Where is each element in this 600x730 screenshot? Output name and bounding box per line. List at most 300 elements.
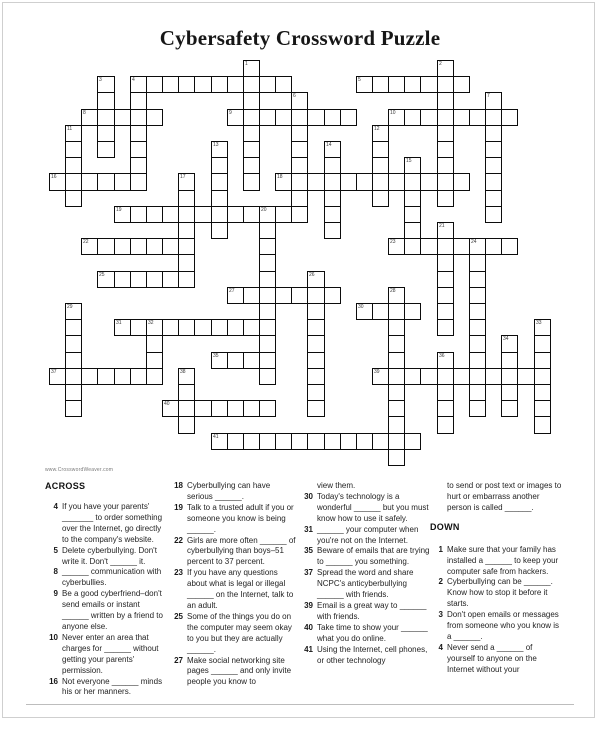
grid-cell[interactable]	[130, 76, 147, 93]
grid-cell[interactable]	[227, 319, 244, 336]
grid-cell[interactable]	[97, 92, 115, 110]
grid-cell[interactable]	[534, 416, 551, 434]
grid-cell[interactable]	[324, 222, 341, 239]
grid-cell[interactable]	[372, 433, 389, 450]
grid-cell[interactable]	[275, 287, 292, 304]
grid-cell[interactable]	[307, 303, 325, 320]
grid-cell[interactable]	[146, 109, 163, 126]
clue-column-1	[45, 481, 165, 698]
grid-cell[interactable]	[259, 222, 276, 239]
grid-cell[interactable]	[485, 368, 502, 385]
grid-cell[interactable]	[437, 238, 454, 255]
grid-cell[interactable]	[65, 141, 82, 158]
grid-cell[interactable]	[162, 76, 179, 93]
grid-cell[interactable]	[130, 368, 147, 385]
grid-cell[interactable]	[259, 368, 276, 385]
grid-cell[interactable]	[146, 271, 163, 288]
clue-item	[170, 481, 298, 503]
grid-cell[interactable]	[243, 173, 260, 191]
grid-cell[interactable]	[437, 400, 454, 417]
grid-cell[interactable]	[243, 206, 260, 223]
grid-cell[interactable]	[404, 433, 421, 450]
grid-cell[interactable]	[356, 173, 373, 191]
grid-cell[interactable]	[388, 319, 405, 336]
grid-cell[interactable]	[420, 173, 438, 191]
grid-cell[interactable]	[227, 206, 244, 223]
grid-cell[interactable]	[227, 433, 244, 450]
grid-cell[interactable]	[259, 271, 276, 288]
grid-cell[interactable]	[485, 173, 502, 191]
grid-cell[interactable]	[291, 125, 308, 142]
grid-cell[interactable]	[275, 109, 292, 126]
grid-cell[interactable]	[324, 206, 341, 223]
grid-cell[interactable]	[324, 433, 341, 450]
grid-cell[interactable]	[243, 92, 260, 110]
grid-cell[interactable]	[227, 352, 244, 369]
grid-cell[interactable]	[437, 157, 454, 174]
grid-cell[interactable]	[307, 400, 325, 417]
grid-cell[interactable]	[534, 384, 551, 401]
grid-cell[interactable]	[453, 76, 470, 93]
grid-cell[interactable]	[259, 238, 276, 255]
grid-cell[interactable]	[485, 206, 502, 223]
grid-cell[interactable]	[420, 76, 438, 93]
grid-cell[interactable]	[388, 76, 405, 93]
grid-cell[interactable]	[404, 157, 421, 174]
grid-cell[interactable]	[114, 319, 131, 336]
grid-cell[interactable]	[372, 190, 389, 207]
grid-cell[interactable]	[162, 319, 179, 336]
grid-cell[interactable]	[97, 76, 115, 93]
grid-cell[interactable]	[65, 400, 82, 417]
clue-item	[45, 589, 165, 633]
grid-cell[interactable]	[97, 238, 115, 255]
grid-cell[interactable]	[114, 238, 131, 255]
grid-cell[interactable]	[194, 400, 212, 417]
grid-cell[interactable]	[291, 287, 308, 304]
grid-cell[interactable]	[291, 157, 308, 174]
grid-cell[interactable]	[130, 238, 147, 255]
grid-cell[interactable]	[307, 433, 325, 450]
grid-cell[interactable]	[97, 368, 115, 385]
grid-cell[interactable]	[469, 319, 486, 336]
grid-cell[interactable]	[307, 271, 325, 288]
clue-number: 35	[304, 546, 313, 556]
grid-cell[interactable]	[307, 384, 325, 401]
grid-cell[interactable]	[469, 335, 486, 353]
grid-cell[interactable]	[65, 125, 82, 142]
grid-cell[interactable]	[437, 109, 454, 126]
grid-cell[interactable]	[178, 173, 195, 191]
grid-cell[interactable]	[453, 173, 470, 191]
grid-cell[interactable]	[372, 76, 389, 93]
grid-cell[interactable]	[485, 125, 502, 142]
grid-cell[interactable]	[372, 303, 389, 320]
grid-cell[interactable]	[259, 319, 276, 336]
grid-cell[interactable]	[243, 319, 260, 336]
clue-text: Make sure that your family has installed a ______ to keep your computer safe from hackers.	[447, 544, 559, 576]
grid-cell[interactable]	[469, 271, 486, 288]
grid-cell[interactable]	[453, 368, 470, 385]
grid-cell[interactable]	[485, 141, 502, 158]
grid-cell[interactable]	[130, 319, 147, 336]
grid-cell[interactable]	[501, 335, 518, 353]
grid-cell[interactable]	[130, 125, 147, 142]
grid-cell[interactable]	[178, 384, 195, 401]
grid-cell[interactable]	[469, 287, 486, 304]
grid-cell[interactable]	[388, 303, 405, 320]
grid-cell[interactable]	[211, 76, 228, 93]
grid-cell[interactable]	[291, 92, 308, 110]
grid-cell[interactable]	[372, 368, 389, 385]
grid-cell[interactable]	[437, 60, 454, 77]
grid-cell[interactable]	[437, 319, 454, 336]
grid-cell[interactable]	[130, 157, 147, 174]
grid-cell[interactable]	[534, 368, 551, 385]
grid-cell[interactable]	[485, 157, 502, 174]
grid-cell[interactable]	[162, 238, 179, 255]
grid-cell[interactable]	[65, 368, 82, 385]
grid-cell[interactable]	[372, 141, 389, 158]
grid-cell[interactable]	[227, 76, 244, 93]
grid-cell[interactable]	[259, 76, 276, 93]
grid-cell[interactable]	[49, 173, 66, 191]
grid-cell[interactable]	[114, 109, 131, 126]
grid-cell[interactable]	[275, 76, 292, 93]
grid-cell[interactable]	[146, 352, 163, 369]
grid-cell[interactable]	[259, 335, 276, 353]
clue-continuation-text: to send or post text or images to hurt or embarrass another person is called ______.	[447, 481, 562, 512]
grid-cell[interactable]	[420, 109, 438, 126]
grid-cell[interactable]	[259, 254, 276, 272]
grid-cell[interactable]	[243, 400, 260, 417]
grid-cell[interactable]	[146, 76, 163, 93]
grid-cell[interactable]	[404, 206, 421, 223]
grid-cell[interactable]	[501, 238, 518, 255]
grid-cell[interactable]	[437, 287, 454, 304]
grid-cell[interactable]	[372, 125, 389, 142]
grid-cell[interactable]	[469, 368, 486, 385]
clue-text: If you have any questions about what is legal or illegal ______ on the Internet, talk to an adult.	[187, 568, 294, 610]
grid-cell[interactable]	[178, 254, 195, 272]
grid-cell-number: 39	[374, 369, 380, 375]
grid-cell[interactable]	[469, 384, 486, 401]
grid-cell[interactable]	[388, 384, 405, 401]
grid-cell[interactable]	[388, 352, 405, 369]
grid-cell[interactable]	[97, 125, 115, 142]
grid-cell[interactable]	[340, 173, 357, 191]
grid-cell[interactable]	[307, 335, 325, 353]
grid-cell[interactable]	[243, 109, 260, 126]
grid-cell[interactable]	[388, 368, 405, 385]
grid-cell[interactable]	[146, 368, 163, 385]
grid-cell[interactable]	[211, 141, 228, 158]
grid-cell[interactable]	[227, 400, 244, 417]
grid-cell[interactable]	[227, 109, 244, 126]
grid-cell[interactable]	[388, 335, 405, 353]
grid-cell[interactable]	[49, 368, 66, 385]
grid-cell[interactable]	[388, 109, 405, 126]
grid-cell[interactable]	[372, 157, 389, 174]
grid-cell[interactable]	[130, 271, 147, 288]
grid-cell[interactable]	[178, 416, 195, 434]
grid-cell[interactable]	[162, 271, 179, 288]
grid-cell[interactable]	[65, 157, 82, 174]
grid-cell[interactable]	[130, 109, 147, 126]
grid-cell[interactable]	[534, 352, 551, 369]
grid-cell[interactable]	[291, 433, 308, 450]
grid-cell[interactable]	[114, 271, 131, 288]
grid-cell[interactable]	[178, 400, 195, 417]
grid-cell[interactable]	[130, 206, 147, 223]
grid-cell[interactable]	[437, 303, 454, 320]
grid-cell[interactable]	[437, 416, 454, 434]
grid-cell[interactable]	[372, 173, 389, 191]
grid-cell[interactable]	[211, 400, 228, 417]
grid-cell[interactable]	[81, 368, 98, 385]
grid-cell[interactable]	[65, 384, 82, 401]
grid-cell[interactable]	[146, 238, 163, 255]
grid-cell[interactable]	[243, 352, 260, 369]
grid-cell[interactable]	[453, 238, 470, 255]
grid-cell[interactable]	[275, 433, 292, 450]
grid-cell[interactable]	[194, 76, 212, 93]
grid-cell-number: 19	[116, 207, 122, 213]
grid-cell[interactable]	[81, 173, 98, 191]
grid-cell[interactable]	[211, 190, 228, 207]
grid-cell[interactable]	[485, 92, 502, 110]
grid-cell[interactable]	[404, 368, 421, 385]
grid-cell[interactable]	[259, 287, 276, 304]
grid-cell[interactable]	[178, 368, 195, 385]
grid-cell-number: 5	[358, 77, 361, 83]
grid-cell[interactable]	[437, 271, 454, 288]
grid-cell[interactable]	[194, 319, 212, 336]
grid-cell[interactable]	[404, 173, 421, 191]
grid-cell[interactable]	[437, 125, 454, 142]
grid-cell[interactable]	[356, 76, 373, 93]
grid-cell[interactable]	[81, 238, 98, 255]
grid-cell[interactable]	[469, 109, 486, 126]
grid-cell[interactable]	[324, 157, 341, 174]
grid-cell[interactable]	[243, 141, 260, 158]
grid-cell[interactable]	[259, 433, 276, 450]
grid-cell[interactable]	[178, 190, 195, 207]
grid-cell[interactable]	[517, 368, 535, 385]
grid-cell-number: 9	[229, 110, 232, 116]
clue-item	[300, 568, 430, 601]
grid-cell[interactable]	[404, 303, 421, 320]
grid-cell[interactable]	[178, 206, 195, 223]
grid-cell[interactable]	[324, 190, 341, 207]
grid-cell[interactable]	[162, 400, 179, 417]
grid-cell-number: 8	[83, 110, 86, 116]
grid-cell[interactable]	[243, 433, 260, 450]
grid-cell[interactable]	[388, 400, 405, 417]
grid-cell[interactable]	[534, 319, 551, 336]
grid-cell[interactable]	[340, 109, 357, 126]
grid-cell[interactable]	[291, 173, 308, 191]
grid-cell[interactable]	[211, 173, 228, 191]
grid-cell[interactable]	[211, 157, 228, 174]
grid-cell[interactable]	[485, 238, 502, 255]
grid-cell[interactable]	[437, 254, 454, 272]
grid-cell[interactable]	[114, 173, 131, 191]
grid-cell[interactable]	[243, 60, 260, 77]
grid-cell[interactable]	[130, 92, 147, 110]
grid-cell[interactable]	[404, 109, 421, 126]
grid-cell[interactable]	[388, 173, 405, 191]
grid-cell[interactable]	[501, 352, 518, 369]
grid-cell-number: 11	[67, 126, 73, 132]
grid-cell[interactable]	[146, 206, 163, 223]
grid-cell[interactable]	[243, 125, 260, 142]
grid-cell[interactable]	[130, 173, 147, 191]
grid-cell[interactable]	[437, 141, 454, 158]
grid-cell[interactable]	[146, 319, 163, 336]
grid-cell[interactable]	[114, 206, 131, 223]
grid-cell[interactable]	[178, 76, 195, 93]
grid-cell[interactable]	[501, 384, 518, 401]
grid-cell[interactable]	[437, 76, 454, 93]
grid-cell[interactable]	[437, 384, 454, 401]
grid-cell[interactable]	[243, 287, 260, 304]
grid-cell[interactable]	[291, 206, 308, 223]
grid-cell[interactable]	[243, 157, 260, 174]
grid-cell[interactable]	[259, 206, 276, 223]
clue-column-2	[170, 481, 298, 688]
grid-cell[interactable]	[178, 319, 195, 336]
grid-cell[interactable]	[146, 335, 163, 353]
grid-cell[interactable]	[437, 352, 454, 369]
grid-cell[interactable]	[211, 206, 228, 223]
grid-cell[interactable]	[324, 287, 341, 304]
grid-cell[interactable]	[275, 206, 292, 223]
grid-cell[interactable]	[388, 416, 405, 434]
grid-cell[interactable]	[65, 173, 82, 191]
grid-cell[interactable]	[420, 238, 438, 255]
grid-cell-number: 2	[439, 61, 442, 67]
grid-cell[interactable]	[324, 173, 341, 191]
clue-text: Cyberbullying can have serious ______.	[187, 481, 271, 501]
grid-cell[interactable]	[307, 173, 325, 191]
grid-cell[interactable]	[291, 141, 308, 158]
grid-cell[interactable]	[65, 352, 82, 369]
clue-text: Beware of emails that are trying to ______ you something.	[317, 546, 430, 567]
grid-cell[interactable]	[97, 271, 115, 288]
grid-cell[interactable]	[65, 190, 82, 207]
grid-cell[interactable]	[501, 368, 518, 385]
grid-cell[interactable]	[211, 433, 228, 450]
grid-cell[interactable]	[356, 433, 373, 450]
grid-cell[interactable]	[437, 222, 454, 239]
grid-cell[interactable]	[420, 368, 438, 385]
grid-cell[interactable]	[404, 190, 421, 207]
grid-cell[interactable]	[534, 400, 551, 417]
grid-cell[interactable]	[469, 254, 486, 272]
grid-cell[interactable]	[259, 400, 276, 417]
grid-cell[interactable]	[340, 433, 357, 450]
grid-cell[interactable]	[259, 109, 276, 126]
grid-cell[interactable]	[307, 287, 325, 304]
clue-item	[300, 546, 430, 568]
grid-cell[interactable]	[97, 109, 115, 126]
grid-cell[interactable]	[404, 76, 421, 93]
grid-cell[interactable]	[307, 109, 325, 126]
grid-cell[interactable]	[469, 303, 486, 320]
grid-cell[interactable]	[453, 109, 470, 126]
grid-cell[interactable]	[437, 92, 454, 110]
grid-cell[interactable]	[65, 303, 82, 320]
grid-cell[interactable]	[388, 238, 405, 255]
grid-cell[interactable]	[501, 109, 518, 126]
grid-cell-number: 23	[390, 239, 396, 245]
grid-cell[interactable]	[65, 335, 82, 353]
grid-cell[interactable]	[307, 352, 325, 369]
clue-item	[170, 656, 298, 689]
grid-cell[interactable]	[388, 287, 405, 304]
grid-cell[interactable]	[437, 173, 454, 191]
grid-cell[interactable]	[211, 222, 228, 239]
down-header: DOWN	[430, 521, 460, 532]
grid-cell[interactable]	[534, 335, 551, 353]
grid-cell[interactable]	[114, 368, 131, 385]
grid-cell[interactable]	[81, 109, 98, 126]
grid-cell[interactable]	[291, 190, 308, 207]
grid-cell[interactable]	[356, 303, 373, 320]
grid-cell[interactable]	[485, 190, 502, 207]
grid-cell[interactable]	[211, 319, 228, 336]
grid-cell[interactable]	[501, 400, 518, 417]
grid-cell-number: 17	[180, 174, 186, 180]
grid-cell[interactable]	[469, 238, 486, 255]
grid-cell[interactable]	[227, 287, 244, 304]
grid-cell[interactable]	[404, 238, 421, 255]
grid-cell[interactable]	[211, 352, 228, 369]
grid-cell[interactable]	[388, 449, 405, 466]
grid-cell[interactable]	[437, 368, 454, 385]
grid-cell[interactable]	[194, 206, 212, 223]
grid-cell[interactable]	[97, 173, 115, 191]
grid-cell[interactable]	[259, 303, 276, 320]
grid-cell[interactable]	[259, 352, 276, 369]
grid-cell[interactable]	[243, 76, 260, 93]
grid-cell[interactable]	[307, 319, 325, 336]
grid-cell[interactable]	[404, 222, 421, 239]
grid-cell[interactable]	[469, 352, 486, 369]
clue-item	[430, 610, 562, 643]
clue-item	[300, 525, 430, 547]
grid-cell[interactable]	[178, 238, 195, 255]
grid-cell[interactable]	[178, 271, 195, 288]
grid-cell[interactable]	[388, 433, 405, 450]
grid-cell[interactable]	[275, 173, 292, 191]
grid-cell[interactable]	[469, 400, 486, 417]
grid-cell[interactable]	[324, 141, 341, 158]
grid-cell[interactable]	[324, 109, 341, 126]
grid-cell-number: 32	[148, 320, 154, 326]
grid-cell[interactable]	[130, 141, 147, 158]
grid-cell[interactable]	[437, 190, 454, 207]
grid-cell[interactable]	[178, 222, 195, 239]
grid-cell[interactable]	[65, 319, 82, 336]
grid-cell[interactable]	[307, 368, 325, 385]
grid-cell[interactable]	[485, 109, 502, 126]
grid-cell[interactable]	[97, 141, 115, 158]
clue-item	[300, 623, 430, 645]
grid-cell[interactable]	[162, 206, 179, 223]
grid-cell[interactable]	[291, 109, 308, 126]
